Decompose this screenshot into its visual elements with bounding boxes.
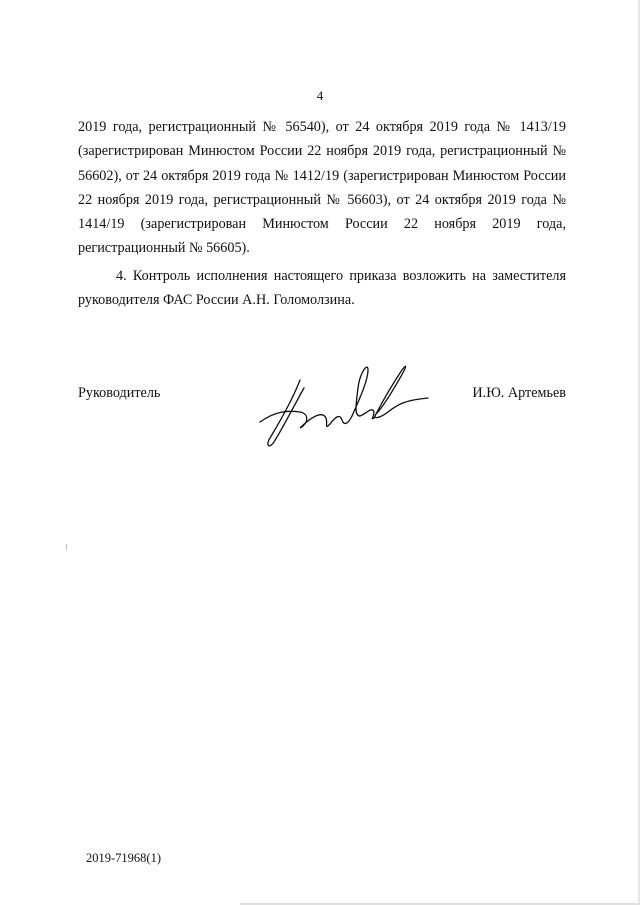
- scan-artifact: [66, 544, 67, 550]
- document-body: [78, 115, 566, 312]
- signatory-name: И.Ю. Артемьев: [472, 385, 566, 401]
- handwritten-signature: [256, 358, 436, 453]
- page-number: 4: [316, 88, 324, 103]
- paragraph-continuation: 2019 года, регистрационный № 56540), от 24 октября 2019 года № 1413/19 (зарегистрирован Минюстом России 22 ноября 2019 года, регистрационный № 56602), от 24 октября 2019 года № 1412/19 (зарегистрирован Минюстом России 22 ноября 2019 года, регистрационный № 56603), от 24 октября 2019 года № 1414/19 (зарегистрирован Минюстом России 22 ноября 2019 года, регистрационный № 56605).: [78, 119, 566, 257]
- signatory-title: Руководитель: [78, 385, 161, 401]
- paragraph-item-4: 4. Контроль исполнения настоящего приказа возложить на заместителя руководителя ФАС России А.Н. Голомолзина.: [78, 267, 566, 309]
- registration-code: 2019-71968(1): [86, 851, 161, 865]
